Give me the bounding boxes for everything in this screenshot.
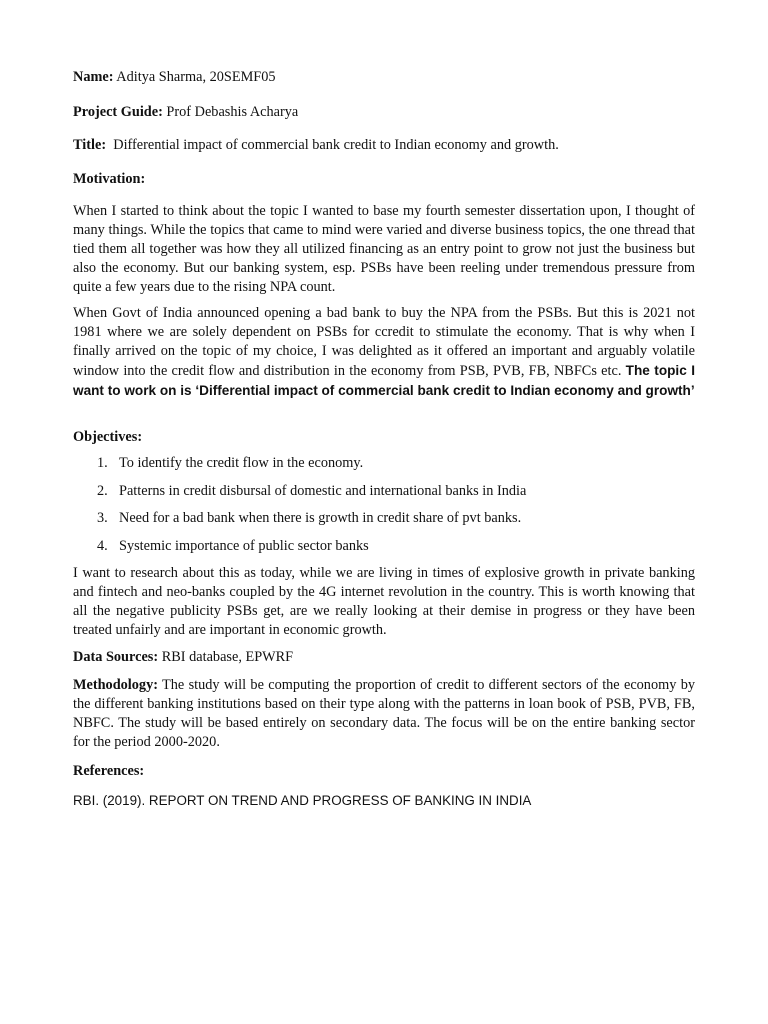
title-line: [73, 136, 559, 155]
name-line: [73, 68, 276, 87]
motivation-heading: Motivation:: [73, 171, 146, 187]
data-sources-value: RBI database, EPWRF: [158, 649, 294, 665]
motivation-paragraph-1: When I started to think about the topic I wanted to base my fourth semester dissertation upon, I thought of many things. While the topics that came to mind were varied and diverse business topics, the one thread that tied them all together was how they all utilized financing as an entry point to grow not just the business but also the economy. But our banking system, esp. PSBs have been reeling under tremendous pressure from quite a few years due to the rising NPA count.: [73, 203, 695, 295]
name-label: Name:: [73, 69, 114, 85]
objective-number: 3.: [97, 510, 108, 526]
guide-label: Project Guide:: [73, 104, 163, 120]
guide-value: Prof Debashis Acharya: [162, 104, 299, 120]
reference-item: RBI. (2019). REPORT ON TREND AND PROGRESS OF BANKING IN INDIA: [73, 793, 532, 808]
objectives-paragraph: I want to research about this as today, while we are living in times of explosive growth in private banking and fintech and neo-banks coupled by the 4G internet revolution in the country. This is worth knowing that all the negative publicity PSBs get, are we really looking at their demise in progress or they have been treated unfairly and are important in economic growth.: [73, 565, 695, 638]
objective-item: [97, 454, 363, 473]
methodology-label: Methodology:: [73, 677, 158, 693]
data-sources-label: Data Sources:: [73, 649, 159, 665]
objective-text: Patterns in credit disbursal of domestic and international banks in India: [119, 483, 527, 499]
objectives-heading: Objectives:: [73, 429, 143, 445]
topic-statement: The topic I want to work on is ‘Differential impact of commercial bank credit to Indian economy and growth’: [73, 363, 695, 398]
title-value: Differential impact of commercial bank credit to Indian economy and growth.: [106, 137, 559, 153]
objective-text: To identify the credit flow in the economy.: [119, 455, 364, 471]
methodology-text: The study will be computing the proportion of credit to different sectors of the economy by the different banking institutions based on their type along with the patterns in loan book of PSB, PVB, FB, NBFC. The study will be based entirely on secondary data. The focus will be on the entire banking sector for the period 2000-2020.: [73, 677, 695, 750]
objective-text: Systemic importance of public sector banks: [119, 538, 369, 554]
motivation-paragraph-2-text: When Govt of India announced opening a bad bank to buy the NPA from the PSBs. But this is 2021 not 1981 where we are solely dependent on PSBs for ccredit to stimulate the economy. That is why when I finally arrived on the topic of my choice, I was delighted as it offered an important and arguably volatile window into the credit flow and distribution in the economy from PSB, PVB, FB, NBFCs etc.: [73, 305, 695, 379]
objective-number: 1.: [97, 455, 108, 471]
objective-item: [97, 537, 369, 556]
objective-text: Need for a bad bank when there is growth in credit share of pvt banks.: [119, 510, 522, 526]
title-label: Title:: [73, 137, 107, 153]
references-heading: References:: [73, 763, 145, 779]
data-sources-line: [73, 648, 293, 667]
objective-number: 2.: [97, 483, 108, 499]
objective-number: 4.: [97, 538, 108, 554]
name-value: Aditya Sharma, 20SEMF05: [113, 69, 276, 85]
objective-item: [97, 482, 526, 501]
methodology-paragraph: [73, 676, 695, 752]
objective-item: [97, 509, 521, 528]
motivation-paragraph-2: [73, 304, 695, 401]
guide-line: [73, 103, 298, 122]
